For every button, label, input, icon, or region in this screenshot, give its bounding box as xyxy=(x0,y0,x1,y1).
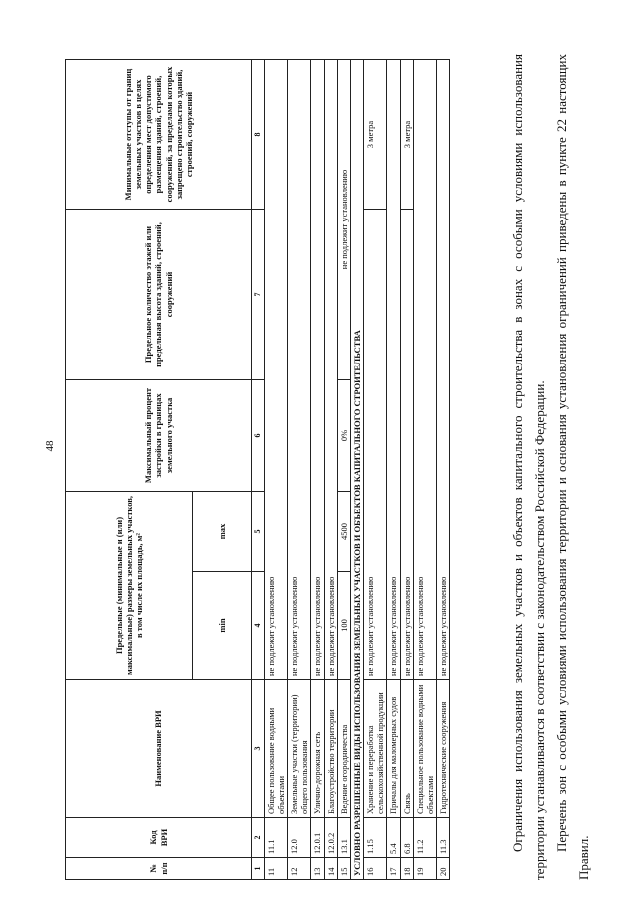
page-number: 48 xyxy=(44,440,56,452)
table-row xyxy=(400,60,413,880)
col-number: 3 xyxy=(252,680,265,818)
col-number: 5 xyxy=(252,492,265,572)
table-row xyxy=(337,60,350,880)
section-row xyxy=(350,60,363,880)
row-number: 15 xyxy=(337,858,350,880)
table-row xyxy=(287,60,310,880)
table-row xyxy=(387,60,400,880)
row-number: 19 xyxy=(413,858,436,880)
row-value: не подлежит установлению xyxy=(437,60,450,680)
row-name: Общее пользование водными объектами xyxy=(264,680,287,818)
row-code: 11.3 xyxy=(437,818,450,858)
row-name: Улично-дорожная сеть xyxy=(311,680,324,818)
row-number: 16 xyxy=(364,858,387,880)
row-number: 14 xyxy=(324,858,337,880)
row-code: 11.1 xyxy=(264,818,287,858)
row-value: не подлежит установлению xyxy=(311,60,324,680)
header-build-percent: Максимальный процент застройки в границах земельного участка xyxy=(66,380,252,492)
section-title: УСЛОВНО РАЗРЕШЕННЫЕ ВИДЫ ИСПОЛЬЗОВАНИЯ ЗЕМЕЛЬНЫХ УЧАСТКОВ И ОБЪЕКТОВ КАПИТАЛЬНОГО СТРОИТЕЛЬСТВА xyxy=(350,60,363,880)
row-code: 12.0 xyxy=(287,818,310,858)
col-number: 8 xyxy=(252,60,265,210)
row-name: Гидротехнические сооружения xyxy=(437,680,450,818)
row-min: 100 xyxy=(337,572,350,680)
zoning-regulations-table xyxy=(65,59,450,880)
row-code: 12.0.1 xyxy=(311,818,324,858)
row-number: 18 xyxy=(400,858,413,880)
row-name: Связь xyxy=(400,680,413,818)
col-number: 2 xyxy=(252,818,265,858)
header-code: Код ВРИ xyxy=(66,818,252,858)
col-number: 4 xyxy=(252,572,265,680)
table-row xyxy=(264,60,287,880)
row-value: не подлежит установлению xyxy=(413,60,436,680)
header-name: Наименование ВРИ xyxy=(66,680,252,818)
row-name: Специальное пользование водными объектами xyxy=(413,680,436,818)
rotated-page-content xyxy=(65,20,635,880)
row-code: 5.4 xyxy=(387,818,400,858)
row-value: не подлежит установлению xyxy=(324,60,337,680)
row-value: не подлежит установлению xyxy=(387,60,400,680)
header-number: № п/п xyxy=(66,858,252,880)
row-number: 17 xyxy=(387,858,400,880)
row-setback: 3 метра xyxy=(400,60,413,210)
row-value: не подлежит установлению xyxy=(264,60,287,680)
header-max: max xyxy=(193,492,252,572)
header-plot-size: Предельные (минимальные и (или) максимальные) размеры земельных участков, в том числе их площадь, м² xyxy=(66,492,193,680)
row-code: 11.2 xyxy=(413,818,436,858)
table-row xyxy=(324,60,337,880)
header-setbacks: Минимальные отступы от границ земельных участков в целях определения мест допустимого размещения зданий, строений, сооружений, за пределами которых запрещено строительство зданий, строений, сооружений xyxy=(66,60,252,210)
paragraph: Ограничения использования земельных участков и объектов капитального строительства в зонах с особыми условиями использования территории устанавливаются в соответствии с законодательством Российской Федерации. xyxy=(510,54,547,880)
row-code: 6.8 xyxy=(400,818,413,858)
row-value: не подлежит установлению xyxy=(337,60,350,380)
col-number: 7 xyxy=(252,210,265,380)
table-row xyxy=(364,60,387,880)
table-row xyxy=(437,60,450,880)
paragraph: Перечень зон с особыми условиями использования территории и основания установления ограничений приведены в пункте 22 настоящих Правил. xyxy=(554,54,591,880)
row-value: не подлежит установлению xyxy=(400,210,413,680)
row-name: Благоустройство территории xyxy=(324,680,337,818)
row-max: 4500 xyxy=(337,492,350,572)
col-number: 1 xyxy=(252,858,265,880)
header-floors: Предельное количество этажей или предельная высота зданий, строений, сооружений xyxy=(66,210,252,380)
row-number: 20 xyxy=(437,858,450,880)
col-number: 6 xyxy=(252,380,265,492)
row-setback: 3 метра xyxy=(364,60,387,210)
row-value: не подлежит установлению xyxy=(364,210,387,680)
table-row xyxy=(413,60,436,880)
column-number-row xyxy=(252,60,265,880)
row-name: Ведение огородничества xyxy=(337,680,350,818)
body-text xyxy=(507,54,595,880)
row-number: 11 xyxy=(264,858,287,880)
row-code: 13.1 xyxy=(337,818,350,858)
row-code: 1.15 xyxy=(364,818,387,858)
row-value: не подлежит установлению xyxy=(287,60,310,680)
table-header-row xyxy=(66,60,193,880)
row-name: Земельные участки (территории) общего пользования xyxy=(287,680,310,818)
table-row xyxy=(311,60,324,880)
row-name: Хранение и переработка сельскохозяйственной продукции xyxy=(364,680,387,818)
row-code: 12.0.2 xyxy=(324,818,337,858)
row-number: 12 xyxy=(287,858,310,880)
row-name: Причалы для маломерных судов xyxy=(387,680,400,818)
row-number: 13 xyxy=(311,858,324,880)
header-min: min xyxy=(193,572,252,680)
row-build-percent: 0% xyxy=(337,380,350,492)
